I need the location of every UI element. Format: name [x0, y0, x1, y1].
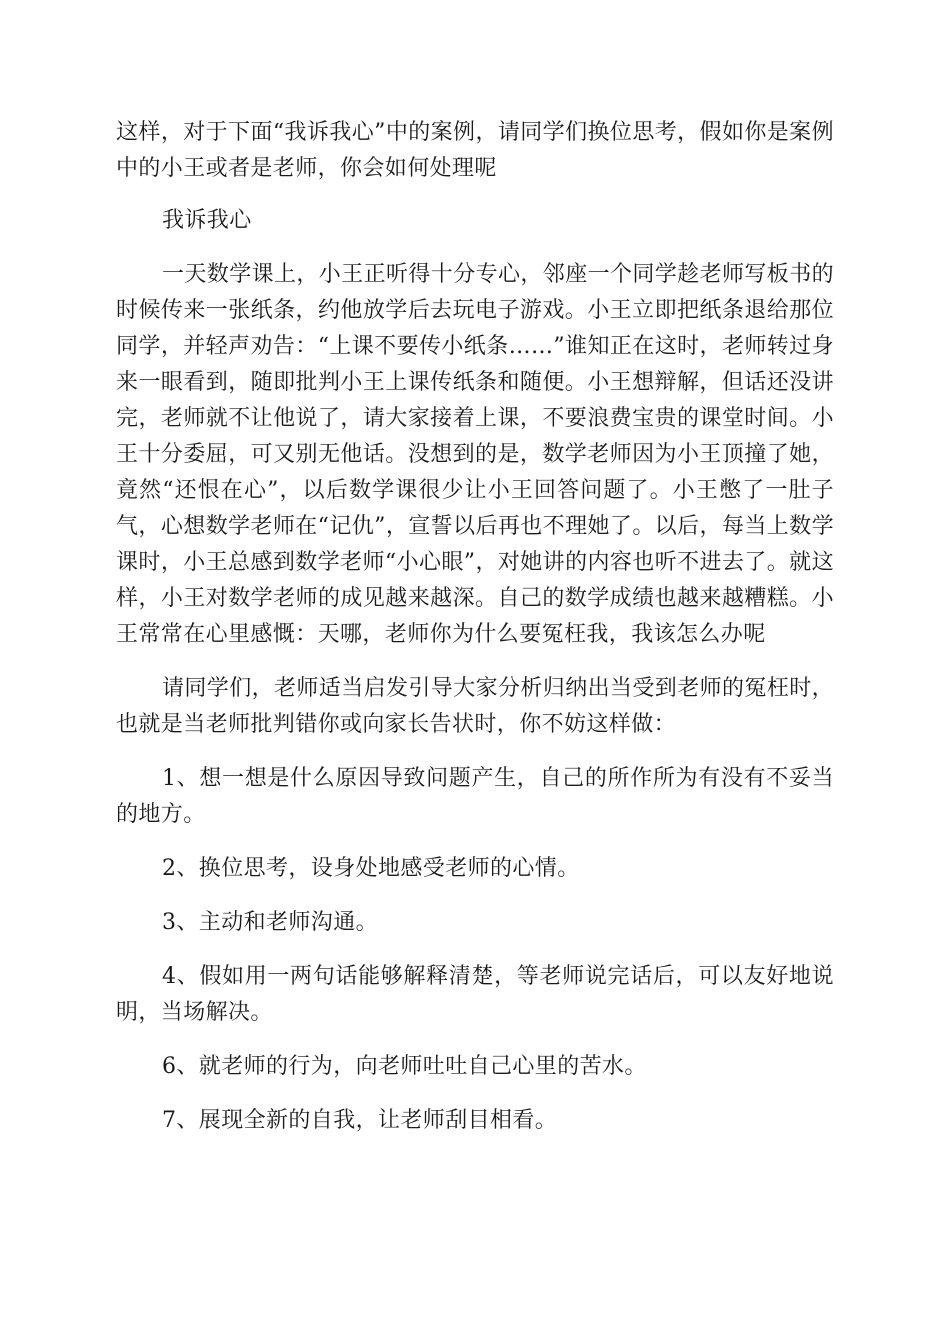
guidance-paragraph: 请同学们，老师适当启发引导大家分析归纳出当受到老师的冤枉时，也就是当老师批判错你或向家长告状时，你不妨这样做： — [116, 676, 835, 737]
case-story-paragraph: 一天数学课上，小王正听得十分专心，邻座一个同学趁老师写板书的时候传来一张纸条，约他放学后去玩电子游戏。小王立即把纸条退给那位同学，并轻声劝告：“上课不要传小纸条……”谁知正在这时，老师转过身来一眼看到，随即批判小王上课传纸条和随便。小王想辩解，但话还没讲完，老师就不让他说了，请大家接着上课，不要浪费宝贵的课堂时间。小王十分委屈，可又别无他话。没想到的是，数学老师因为小王顶撞了她，竟然“还恨在心”，以后数学课很少让小王回答问题了。小王憋了一肚子气，心想数学老师在“记仇”，宣誓以后再也不理她了。以后，每当上数学课时，小王总感到数学老师“小心眼”，对她讲的内容也听不进去了。就这样，小王对数学老师的成见越来越深。自己的数学成绩也越来越糟糕。小王常常在心里感慨：天哪，老师你为什么要冤枉我，我该怎么办呢 — [116, 262, 835, 647]
list-item: 2、换位思考，设身处地感受老师的心情。 — [162, 856, 580, 881]
list-item: 3、主动和老师沟通。 — [162, 910, 378, 935]
list-item: 4、假如用一两句话能够解释清楚，等老师说完话后，可以友好地说明，当场解决。 — [116, 964, 834, 1025]
list-item: 6、就老师的行为，向老师吐吐自己心里的苦水。 — [162, 1054, 647, 1079]
document-body — [116, 115, 834, 1157]
list-item: 7、展现全新的自我，让老师刮目相看。 — [162, 1108, 558, 1133]
list-item: 1、想一想是什么原因导致问题产生，自己的所作所为有没有不妥当的地方。 — [116, 766, 834, 827]
intro-paragraph: 这样，对于下面“我诉我心”中的案例，请同学们换位思考，假如你是案例中的小王或者是老师，你会如何处理呢 — [116, 120, 834, 181]
section-heading: 我诉我心 — [162, 208, 252, 233]
